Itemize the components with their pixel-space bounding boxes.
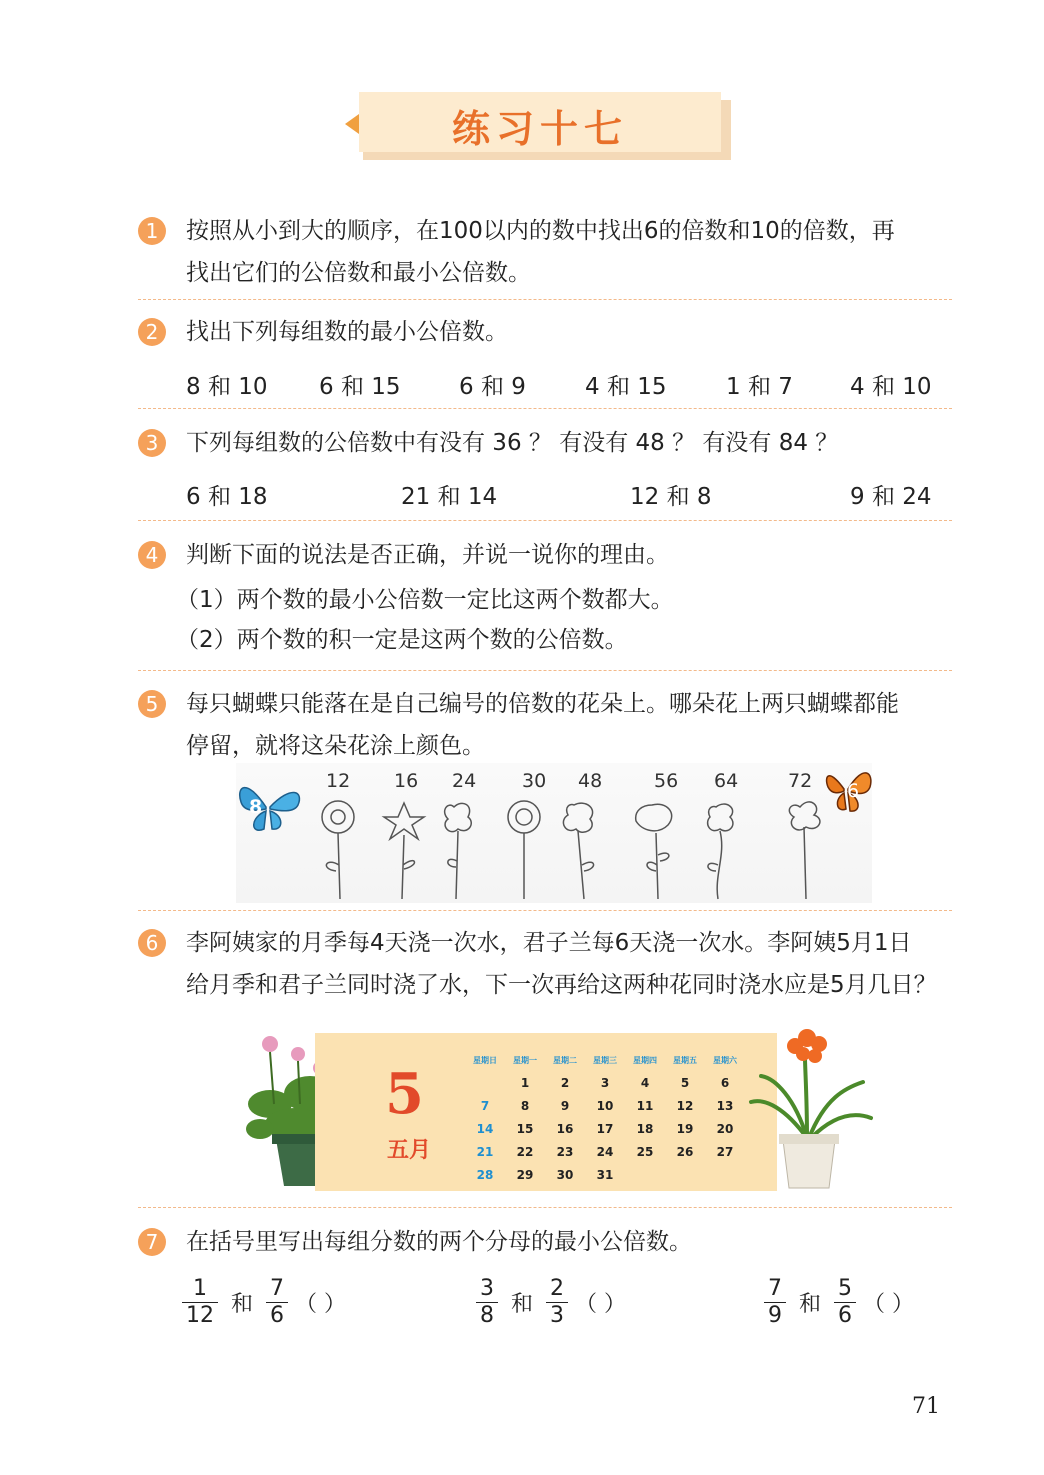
calendar-day <box>465 1071 505 1094</box>
question-number-4: 4 <box>138 541 166 569</box>
q3-text: 下列每组数的公倍数中有没有 36 ？ 有没有 48 ？ 有没有 84 ？ <box>186 430 839 456</box>
flower-icon <box>445 803 472 899</box>
answer-blank[interactable]: （ ） <box>575 1292 627 1317</box>
flower-icon <box>508 801 540 899</box>
divider <box>138 408 952 409</box>
q1-line2: 找出它们的公倍数和最小公倍数。 <box>186 260 531 286</box>
flower-icon <box>708 804 733 899</box>
flower-icon <box>322 801 354 899</box>
q5-line2: 停留，就将这朵花涂上颜色。 <box>186 733 485 759</box>
page-title: 练习十七 <box>451 106 628 151</box>
page-number: 71 <box>912 1394 940 1419</box>
q2-item: 4 和 15 <box>585 374 667 400</box>
and-word: 和 <box>231 1292 254 1317</box>
fraction: $\frac{7}{9}$ <box>764 1276 786 1329</box>
question-number-3: 3 <box>138 429 166 457</box>
q6-line2: 给月季和君子兰同时浇了水，下一次再给这两种花同时浇水应是5月几日？ <box>186 972 937 998</box>
butterfly-number: 6 <box>847 780 860 802</box>
butterfly-number: 8 <box>249 796 263 818</box>
q2-item: 8 和 10 <box>186 374 268 400</box>
fraction: $\frac{3}{8}$ <box>476 1276 498 1329</box>
answer-blank[interactable]: （ ） <box>863 1292 915 1317</box>
calendar-day: 18 <box>636 1121 654 1136</box>
q2-item: 6 和 15 <box>319 374 401 400</box>
weekday-header: 星期一 <box>513 1055 537 1065</box>
calendar-day: 16 <box>556 1121 574 1136</box>
q7-text: 在括号里写出每组分数的两个分母的最小公倍数。 <box>186 1229 692 1255</box>
calendar-day: 29 <box>516 1167 534 1182</box>
question-number-7: 7 <box>138 1228 166 1256</box>
q4-statement-1: （1）两个数的最小公倍数一定比这两个数都大。 <box>176 587 674 613</box>
fraction: $\frac{7}{6}$ <box>266 1276 288 1329</box>
calendar-day <box>625 1163 665 1186</box>
fraction-group <box>476 1276 626 1329</box>
calendar-week <box>465 1163 745 1186</box>
fraction: $\frac{5}{6}$ <box>834 1276 856 1329</box>
fraction: $\frac{2}{3}$ <box>546 1276 568 1329</box>
calendar-month-label: 五月 <box>387 1138 432 1163</box>
flower-icon <box>636 804 672 899</box>
q6-line1: 李阿姨家的月季每4天浇一次水，君子兰每6天浇一次水。李阿姨5月1日 <box>186 930 912 956</box>
calendar-day: 20 <box>716 1121 734 1136</box>
calendar-day: 30 <box>556 1167 574 1182</box>
q3-item: 12 和 8 <box>630 484 712 510</box>
calendar-day: 4 <box>640 1075 650 1090</box>
fraction: $\frac{1}{12}$ <box>182 1276 218 1329</box>
weekday-header: 星期六 <box>713 1055 737 1065</box>
question-number-5: 5 <box>138 690 166 718</box>
flower-label: 56 <box>654 770 679 792</box>
flower-label: 64 <box>714 770 739 792</box>
q2-item: 6 和 9 <box>459 374 526 400</box>
divider <box>138 910 952 911</box>
flower-drawings <box>306 795 846 903</box>
question-number-1: 1 <box>138 217 166 245</box>
flower-illustration <box>236 763 872 903</box>
divider <box>138 299 952 300</box>
divider <box>138 670 952 671</box>
calendar-day: 14 <box>476 1121 494 1136</box>
q3-item: 21 和 14 <box>401 484 498 510</box>
and-word: 和 <box>511 1292 534 1317</box>
calendar-day: 9 <box>560 1098 570 1113</box>
flower-icon <box>384 803 424 899</box>
q1-line1: 按照从小到大的顺序，在100以内的数中找出6的倍数和10的倍数，再 <box>186 218 895 244</box>
flower-label: 12 <box>326 770 351 792</box>
title-banner <box>345 92 730 158</box>
calendar-big-number: 5 <box>385 1061 424 1127</box>
flower-icon <box>789 802 820 899</box>
calendar-day: 8 <box>520 1098 530 1113</box>
calendar-day: 25 <box>636 1144 654 1159</box>
calendar-day <box>705 1163 745 1186</box>
calendar-day: 17 <box>596 1121 614 1136</box>
weekday-header: 星期三 <box>593 1055 617 1065</box>
divider <box>138 1207 952 1208</box>
flower-label: 48 <box>578 770 603 792</box>
weekday-header: 星期二 <box>553 1055 577 1065</box>
q5-line1: 每只蝴蝶只能落在是自己编号的倍数的花朵上。哪朵花上两只蝴蝶都能 <box>186 691 899 717</box>
question-number-6: 6 <box>138 929 166 957</box>
calendar-day: 1 <box>520 1075 530 1090</box>
q4-statement-2: （2）两个数的积一定是这两个数的公倍数。 <box>176 627 628 653</box>
answer-blank[interactable]: （ ） <box>295 1292 347 1317</box>
calendar-day: 10 <box>596 1098 614 1113</box>
weekday-header: 星期日 <box>473 1055 497 1065</box>
banner-arrow-icon <box>345 114 359 134</box>
question-number-2: 2 <box>138 318 166 346</box>
calendar-day: 11 <box>636 1098 654 1113</box>
q4-text: 判断下面的说法是否正确，并说一说你的理由。 <box>186 542 669 568</box>
q2-item: 4 和 10 <box>850 374 932 400</box>
weekday-header: 星期四 <box>633 1055 657 1065</box>
calendar-may <box>315 1033 777 1191</box>
calendar-day: 27 <box>716 1144 734 1159</box>
calendar-day: 2 <box>560 1075 570 1090</box>
calendar-grid <box>465 1049 745 1186</box>
q2-item: 1 和 7 <box>726 374 793 400</box>
calendar-day: 23 <box>556 1144 574 1159</box>
calendar-day: 13 <box>716 1098 734 1113</box>
q3-item: 6 和 18 <box>186 484 268 510</box>
calendar-day: 31 <box>596 1167 614 1182</box>
calendar-day: 6 <box>720 1075 730 1090</box>
calendar-day: 28 <box>476 1167 494 1182</box>
fraction-group <box>764 1276 914 1329</box>
clivia-pot-illustration <box>745 1028 875 1192</box>
flower-label: 72 <box>788 770 813 792</box>
fraction-group <box>182 1276 346 1329</box>
q3-item: 9 和 24 <box>850 484 932 510</box>
calendar-day: 7 <box>480 1098 490 1113</box>
butterfly-icon <box>236 777 306 839</box>
weekday-header: 星期五 <box>673 1055 697 1065</box>
calendar-day: 21 <box>476 1144 494 1159</box>
calendar-day: 26 <box>676 1144 694 1159</box>
calendar-day: 19 <box>676 1121 694 1136</box>
flower-label: 30 <box>522 770 547 792</box>
calendar-week <box>465 1140 745 1163</box>
q2-text: 找出下列每组数的最小公倍数。 <box>186 319 508 345</box>
calendar-day: 22 <box>516 1144 534 1159</box>
calendar-week <box>465 1117 745 1140</box>
flower-label: 16 <box>394 770 419 792</box>
calendar-day: 15 <box>516 1121 534 1136</box>
and-word: 和 <box>799 1292 822 1317</box>
calendar-day: 24 <box>596 1144 614 1159</box>
flower-icon <box>563 803 593 899</box>
calendar-day: 3 <box>600 1075 610 1090</box>
divider <box>138 520 952 521</box>
flower-label: 24 <box>452 770 477 792</box>
calendar-week <box>465 1071 745 1094</box>
calendar-week <box>465 1094 745 1117</box>
calendar-day: 5 <box>680 1075 690 1090</box>
calendar-day: 12 <box>676 1098 694 1113</box>
calendar-day <box>665 1163 705 1186</box>
